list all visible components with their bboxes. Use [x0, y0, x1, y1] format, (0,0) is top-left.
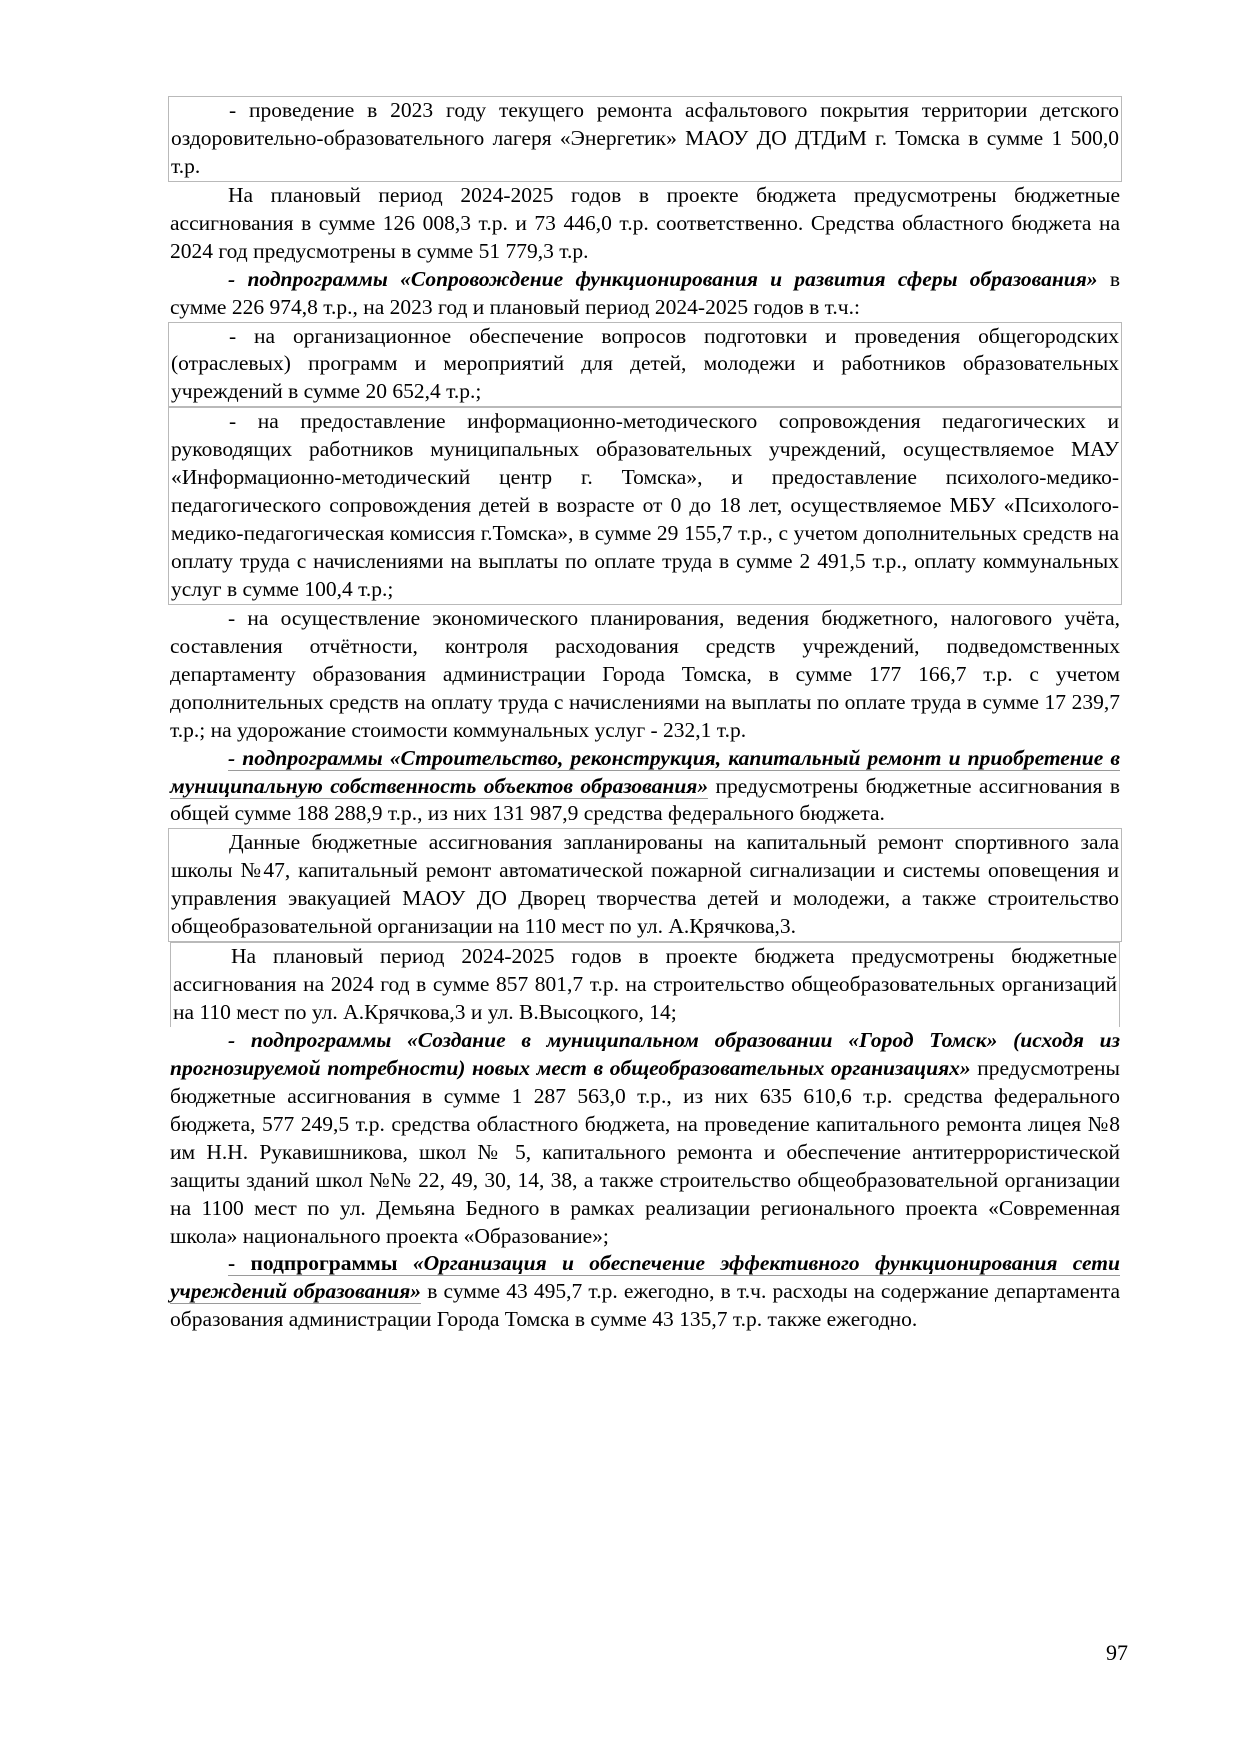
- paragraph-subprogram-network: [170, 1250, 1120, 1334]
- paragraph-subprogram-construction: [170, 745, 1120, 829]
- paragraph-economic-planning: - на осуществление экономического планирования, ведения бюджетного, налогового учёта, составления отчётности, контроля расходования средств учреждений, подведомственных департаменту образования администрации Города Томска, в сумме 177 166,7 т.р. с учетом дополнительных средств на оплату труда с начислениями на выплаты по оплате труда в сумме 17 239,7 т.р.; на удорожание стоимости коммунальных услуг - 232,1 т.р.: [170, 605, 1120, 742]
- paragraph-asphalt-repair: - проведение в 2023 году текущего ремонта асфальтового покрытия территории детского оздоровительно-образовательного лагеря «Энергетик» МАОУ ДО ДТДиМ г. Томска в сумме 1 500,0 т.р.: [168, 96, 1122, 182]
- subprogram-title-network: «Организация и обеспечение эффективного функционирования сети учреждений образования»: [170, 1251, 1120, 1304]
- paragraph-methodical-support: - на предоставление информационно-методического сопровождения педагогических и руководящих работников муниципальных образовательных учреждений, осуществляемое МАУ «Информационно-методический центр г. Томска», и предоставление психолого-медико-педагогического сопровождения детей в возрасте от 0 до 18 лет, осуществляемое МБУ «Психолого-медико-педагогическая комиссия г.Томска», в сумме 29 155,7 т.р., с учетом дополнительных средств на оплату труда с начислениями на выплаты по оплате труда в сумме 2 491,5 т.р., оплату коммунальных услуг в сумме 100,4 т.р.;: [168, 407, 1122, 605]
- paragraph-planning-period-construction: На плановый период 2024-2025 годов в проекте бюджета предусмотрены бюджетные ассигнования на 2024 год в сумме 857 801,7 т.р. на строительство общеобразовательных организаций на 110 мест по ул. А.Крячкова,3 и ул. В.Высоцкого, 14;: [170, 942, 1120, 1027]
- subprogram-network-rest: в сумме 43 495,7 т.р. ежегодно, в т.ч. расходы на содержание департамента образования администрации Города Томска в сумме 43 135,7 т.р. также ежегодно.: [170, 1279, 1120, 1332]
- paragraph-subprogram-new-places: [170, 1027, 1120, 1251]
- subprogram-lead-network: - подпрограммы: [228, 1251, 413, 1276]
- paragraph-allocations-details: Данные бюджетные ассигнования запланированы на капитальный ремонт спортивного зала школы №47, капитальный ремонт автоматической пожарной сигнализации и системы оповещения и управления эвакуацией МАОУ ДО Дворец творчества детей и молодежи, а также строительство общеобразовательной организации на 110 мест по ул. А.Крячкова,3.: [168, 828, 1122, 942]
- subprogram-title-construction: - подпрограммы «Строительство, реконструкция, капитальный ремонт и приобретение в муниципальную собственность объектов образования»: [170, 745, 1120, 798]
- subprogram-construction-rest: предусмотрены бюджетные ассигнования в общей сумме 188 288,9 т.р., из них 131 987,9 средства федерального бюджета.: [170, 773, 1120, 826]
- subprogram-new-places-rest: предусмотрены бюджетные ассигнования в сумме 1 287 563,0 т.р., из них 635 610,6 т.р. средства федерального бюджета, 577 249,5 т.р. средства областного бюджета, на проведение капитального ремонта лицея №8 им Н.Н. Рукавишникова, школ № 5, капитального ремонта и обеспечение антитеррористической защиты зданий школ №№ 22, 49, 30, 14, 38, а также строительство общеобразовательной организации на 1100 мест по ул. Демьяна Бедного в рамках реализации регионального проекта «Современная школа» национального проекта «Образование»;: [170, 1055, 1120, 1248]
- paragraph-subprogram-support: [170, 266, 1120, 322]
- page-number: 97: [1106, 1640, 1128, 1665]
- paragraph-planning-period-2024-2025: На плановый период 2024-2025 годов в проекте бюджета предусмотрены бюджетные ассигнования в сумме 126 008,3 т.р. и 73 446,0 т.р. соответственно. Средства областного бюджета на 2024 год предусмотрены в сумме 51 779,3 т.р.: [170, 182, 1120, 263]
- subprogram-title-support: - подпрограммы «Сопровождение функционирования и развития сферы образования»: [228, 266, 1098, 291]
- document-body: [170, 96, 1120, 1334]
- paragraph-organizational-support: - на организационное обеспечение вопросов подготовки и проведения общегородских (отраслевых) программ и мероприятий для детей, молодежи и работников образовательных учреждений в сумме 20 652,4 т.р.;: [168, 322, 1122, 408]
- subprogram-support-rest: в сумме 226 974,8 т.р., на 2023 год и плановый период 2024-2025 годов в т.ч.:: [170, 266, 1120, 319]
- subprogram-title-new-places: - подпрограммы «Создание в муниципальном образовании «Город Томск» (исходя из прогнозируемой потребности) новых мест в общеобразовательных организациях»: [170, 1027, 1120, 1080]
